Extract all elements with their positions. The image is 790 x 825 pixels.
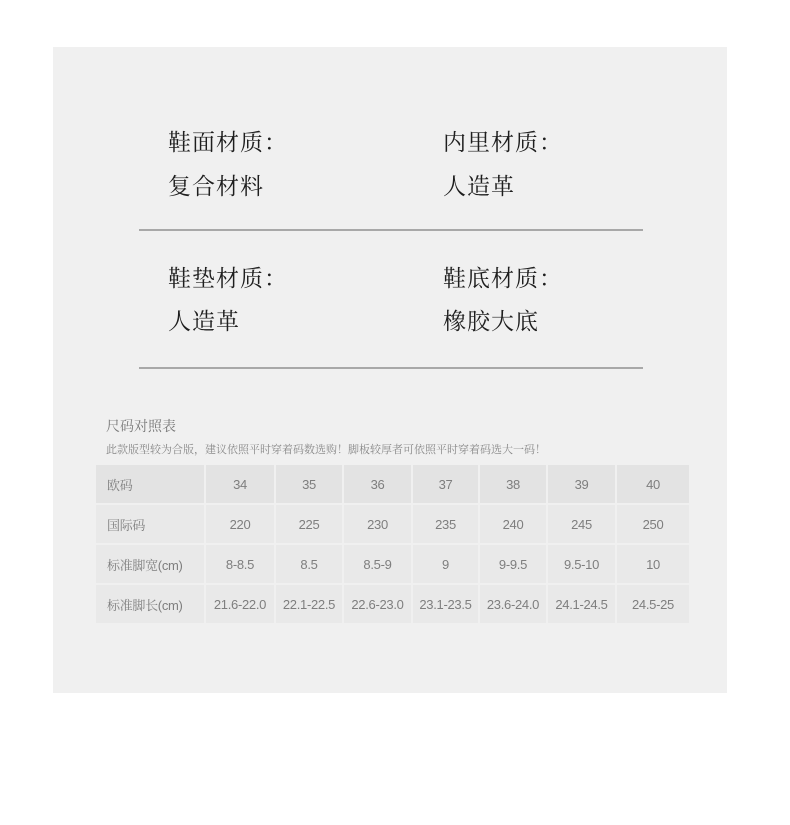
divider <box>139 229 643 231</box>
table-cell: 23.6-24.0 <box>479 584 547 624</box>
table-cell: 35 <box>275 465 343 504</box>
table-cell: 250 <box>616 504 689 544</box>
divider <box>139 367 643 369</box>
row-header: 标准脚长(cm) <box>96 584 205 624</box>
table-cell: 245 <box>547 504 616 544</box>
table-cell: 22.1-22.5 <box>275 584 343 624</box>
table-cell: 39 <box>547 465 616 504</box>
upper-material-label: 鞋面材质： <box>168 130 288 156</box>
row-header: 标准脚宽(cm) <box>96 544 205 584</box>
table-cell: 22.6-23.0 <box>343 584 412 624</box>
upper-material-value: 复合材料 <box>168 174 264 200</box>
table-cell: 235 <box>412 504 479 544</box>
table-cell: 225 <box>275 504 343 544</box>
sole-material-value: 橡胶大底 <box>443 309 539 335</box>
table-row <box>96 544 689 584</box>
product-info-panel <box>53 47 727 693</box>
table-cell: 24.1-24.5 <box>547 584 616 624</box>
table-cell: 10 <box>616 544 689 584</box>
sole-material-label: 鞋底材质： <box>443 266 563 292</box>
table-cell: 36 <box>343 465 412 504</box>
table-cell: 24.5-25 <box>616 584 689 624</box>
table-cell: 9-9.5 <box>479 544 547 584</box>
table-cell: 37 <box>412 465 479 504</box>
size-table <box>96 465 689 625</box>
insole-material-label: 鞋垫材质： <box>168 266 288 292</box>
table-cell: 9 <box>412 544 479 584</box>
table-cell: 21.6-22.0 <box>205 584 275 624</box>
table-cell: 8.5 <box>275 544 343 584</box>
table-row <box>96 584 689 624</box>
row-header: 国际码 <box>96 504 205 544</box>
table-cell: 38 <box>479 465 547 504</box>
size-chart-title: 尺码对照表 <box>106 419 176 435</box>
row-header: 欧码 <box>96 465 205 504</box>
table-cell: 8-8.5 <box>205 544 275 584</box>
insole-material-value: 人造革 <box>168 309 240 335</box>
table-row <box>96 504 689 544</box>
table-cell: 9.5-10 <box>547 544 616 584</box>
table-cell: 240 <box>479 504 547 544</box>
table-cell: 23.1-23.5 <box>412 584 479 624</box>
lining-material-label: 内里材质： <box>443 130 563 156</box>
table-cell: 40 <box>616 465 689 504</box>
table-cell: 230 <box>343 504 412 544</box>
table-row <box>96 465 689 504</box>
table-cell: 34 <box>205 465 275 504</box>
size-chart-note: 此款版型较为合版，建议依照平时穿着码数选购！脚板较厚者可依照平时穿着码选大一码！ <box>106 443 546 456</box>
table-cell: 8.5-9 <box>343 544 412 584</box>
lining-material-value: 人造革 <box>443 174 515 200</box>
table-cell: 220 <box>205 504 275 544</box>
